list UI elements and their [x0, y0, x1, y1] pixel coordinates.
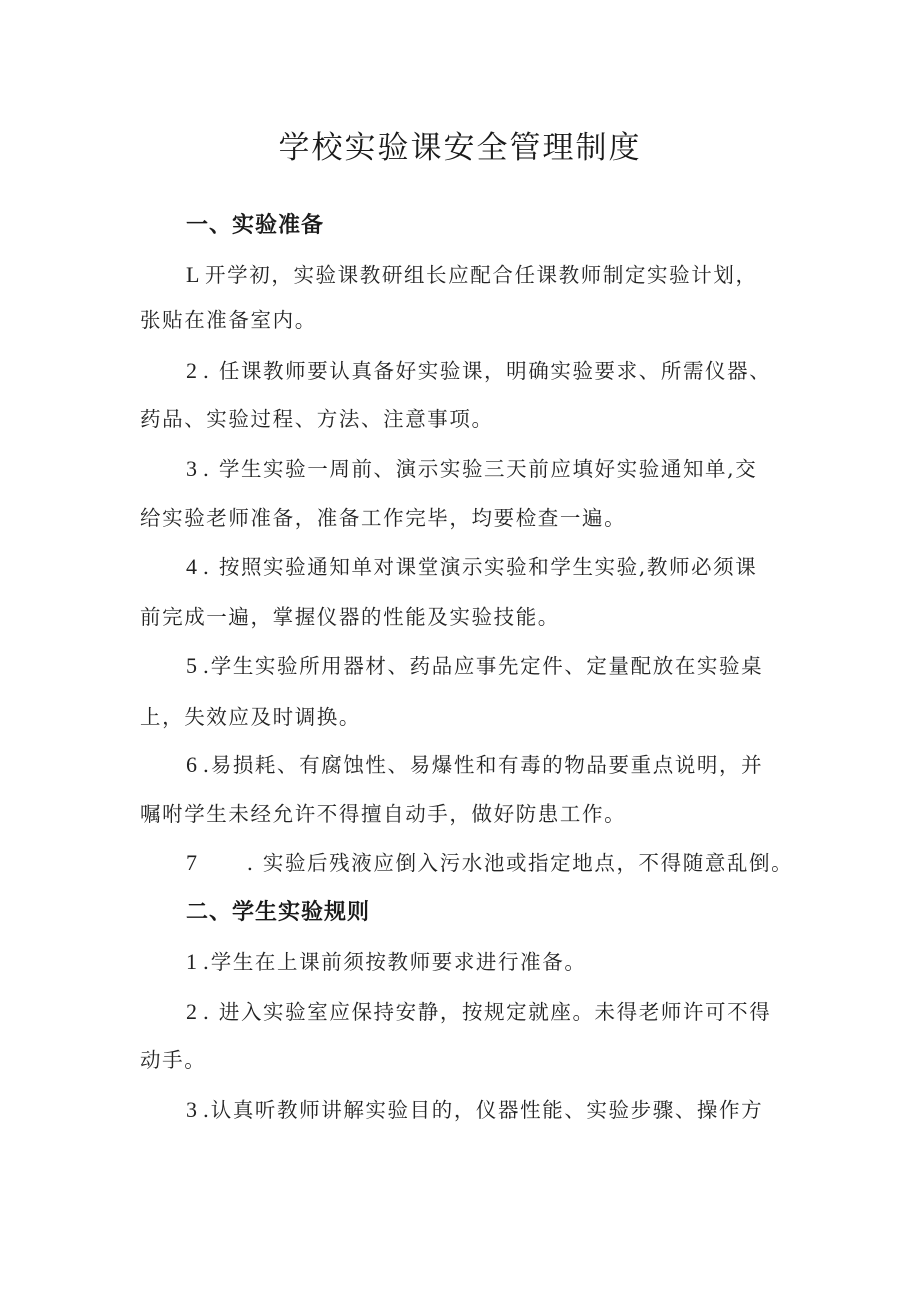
list-item-1-line-2: 张贴在准备室内。: [140, 308, 317, 332]
list-item-2-line-2: 药品、实验过程、方法、注意事项。: [140, 407, 494, 431]
list-item-2-line-1: 2 . 任课教师要认真备好实验课，明确实验要求、所需仪器、: [186, 358, 772, 383]
list-item-3-line-2: 给实验老师准备，准备工作完毕，均要检查一遍。: [140, 506, 627, 530]
item-number: 1: [186, 949, 199, 974]
page-title: 学校实验课安全管理制度: [278, 130, 642, 166]
item-number: L: [186, 262, 202, 287]
item-number: 7: [186, 850, 199, 875]
list-item-5-line-1: 5 .学生实验所用器材、药品应事先定件、定量配放在实验桌: [186, 653, 764, 678]
rule-item-2-line-2: 动手。: [140, 1048, 207, 1072]
item-number: 5: [186, 653, 199, 678]
item-number: 3: [186, 1097, 199, 1122]
item-number: 2: [186, 358, 199, 383]
list-item-1-line-1: L 开学初，实验课教研组长应配合任课教师制定实验计划，: [186, 262, 758, 287]
section-heading-preparation: 一、实验准备: [186, 213, 325, 238]
list-item-6-line-1: 6 .易损耗、有腐蚀性、易爆性和有毒的物品要重点说明，并: [186, 752, 764, 777]
section-heading-student-rules: 二、学生实验规则: [186, 900, 371, 925]
item-number: 3: [186, 456, 199, 481]
list-item-4-line-1: 4 . 按照实验通知单对课堂演示实验和学生实验,教师必须课: [186, 554, 758, 579]
item-number: 4: [186, 554, 199, 579]
list-item-5-line-2: 上，失效应及时调换。: [140, 705, 361, 729]
item-number: 2: [186, 999, 199, 1024]
rule-item-3-line-1: 3 .认真听教师讲解实验目的，仪器性能、实验步骤、操作方: [186, 1097, 764, 1122]
list-item-3-line-1: 3 . 学生实验一周前、演示实验三天前应填好实验通知单,交: [186, 456, 758, 481]
list-item-6-line-2: 嘱咐学生未经允许不得擅自动手，做好防患工作。: [140, 802, 627, 826]
rule-item-2-line-1: 2 . 进入实验室应保持安静，按规定就座。未得老师许可不得: [186, 999, 772, 1024]
item-number: 6: [186, 752, 199, 777]
list-item-4-line-2: 前完成一遍，掌握仪器的性能及实验技能。: [140, 605, 560, 629]
rule-item-1: 1 .学生在上课前须按教师要求进行准备。: [186, 949, 587, 974]
list-item-7: 7 . 实验后残液应倒入污水池或指定地点，不得随意乱倒。: [186, 850, 794, 875]
